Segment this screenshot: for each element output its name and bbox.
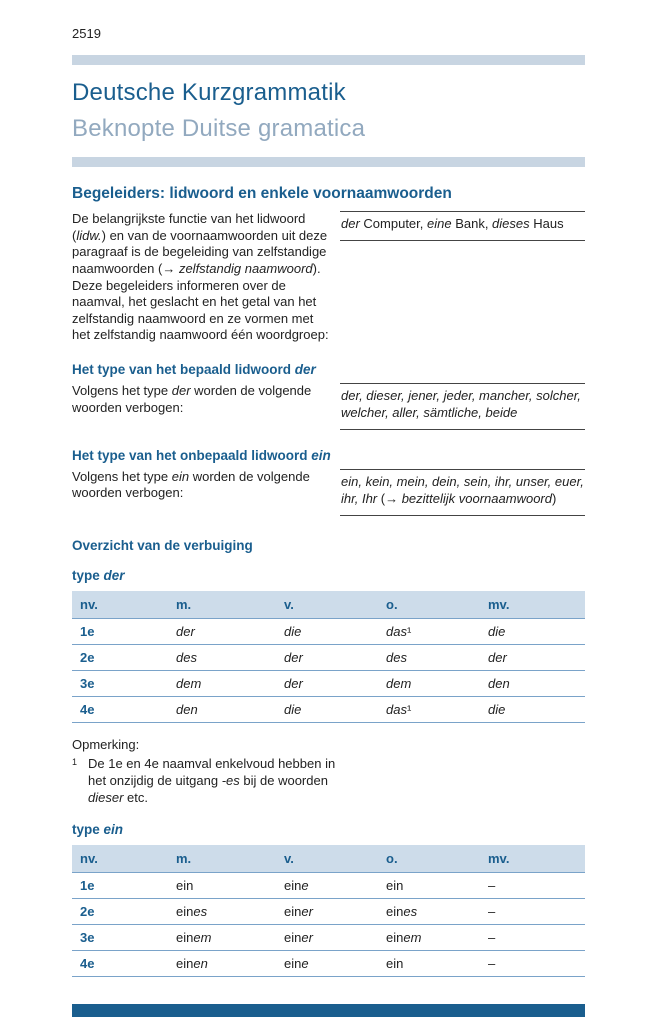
footnote-text: De 1e en 4e naamval enkelvoud hebben in het onzijdig de uitgang -es bij de woorden dieser etc. — [88, 756, 336, 806]
onbepaald-row — [72, 469, 585, 516]
case-label: 2e — [72, 644, 168, 670]
book-title: Deutsche Kurzgrammatik — [72, 79, 346, 106]
declension-cell: den — [480, 670, 585, 696]
declension-cell: ein — [378, 951, 480, 977]
table-header-row — [72, 845, 585, 873]
declension-cell: ein — [168, 873, 276, 899]
table-row — [72, 618, 585, 644]
footer-bar — [72, 1004, 585, 1017]
case-label: 3e — [72, 925, 168, 951]
bepaald-example-column — [340, 383, 585, 430]
book-subtitle: Beknopte Duitse gramatica — [72, 115, 366, 142]
declension-cell: der — [276, 644, 378, 670]
declension-cell: einer — [276, 925, 378, 951]
overview-heading: Overzicht van de verbuiging — [72, 537, 253, 553]
column-header: v. — [276, 845, 378, 873]
intro-row — [72, 211, 585, 344]
declension-cell: dem — [378, 670, 480, 696]
declension-cell: eines — [168, 899, 276, 925]
declension-cell: dem — [168, 670, 276, 696]
note-block — [72, 737, 347, 808]
declension-cell: eines — [378, 899, 480, 925]
case-label: 1e — [72, 618, 168, 644]
intro-paragraph: De belangrijkste functie van het lidwoord (lidw.) en van de voornaamwoorden uit deze paragraaf is de begeleiding van zelfstandige naamwoorden (→ zelfstandig naamwoord). Deze begeleiders informeren over de naamval, het geslacht en het getal van het zelfstandig naamwoord en ze vormen met het zelfstandig naamwoord één woordgroep: — [72, 211, 329, 343]
case-label: 1e — [72, 873, 168, 899]
column-header: nv. — [72, 591, 168, 619]
example-box-der-words: der, dieser, jener, jeder, mancher, solcher, welcher, aller, sämtliche, beide — [340, 383, 585, 430]
declension-cell: der — [276, 670, 378, 696]
declension-cell: – — [480, 899, 585, 925]
table-header-row — [72, 591, 585, 619]
declension-cell: die — [276, 696, 378, 722]
declension-cell: – — [480, 925, 585, 951]
column-header: m. — [168, 845, 276, 873]
column-header: mv. — [480, 591, 585, 619]
column-header: o. — [378, 845, 480, 873]
declension-cell: ein — [378, 873, 480, 899]
case-label: 3e — [72, 670, 168, 696]
declension-cell: die — [276, 618, 378, 644]
declension-cell: eine — [276, 873, 378, 899]
table-row — [72, 925, 585, 951]
intro-example-column — [340, 211, 585, 344]
declension-cell: der — [480, 644, 585, 670]
footnote — [72, 756, 347, 807]
footnote-marker: 1 — [72, 757, 78, 768]
declension-cell: die — [480, 696, 585, 722]
declension-cell: den — [168, 696, 276, 722]
onbepaald-paragraph: Volgens het type ein worden de volgende woorden verbogen: — [72, 468, 310, 501]
onbepaald-example-column — [340, 469, 585, 516]
column-header: m. — [168, 591, 276, 619]
declension-cell: einen — [168, 951, 276, 977]
declension-cell: – — [480, 873, 585, 899]
table-row — [72, 696, 585, 722]
declension-cell: des — [378, 644, 480, 670]
note-label: Opmerking: — [72, 736, 140, 752]
subheading-onbepaald-lidwoord: Het type van het onbepaald lidwoord ein — [72, 447, 331, 463]
declension-cell: des — [168, 644, 276, 670]
column-header: mv. — [480, 845, 585, 873]
section-heading: Begeleiders: lidwoord en enkele voornaamwoorden — [72, 185, 452, 202]
declension-table-der — [72, 591, 585, 723]
table-row — [72, 670, 585, 696]
declension-cell: der — [168, 618, 276, 644]
declension-cell: – — [480, 951, 585, 977]
decorative-bar-under-title — [72, 157, 585, 167]
declension-cell: das¹ — [378, 696, 480, 722]
page-number: 2519 — [72, 26, 101, 41]
example-box-ein-words: ein, kein, mein, dein, sein, ihr, unser, euer, ihr, Ihr (→ bezittelijk voornaamwoord) — [340, 469, 585, 516]
table-row — [72, 644, 585, 670]
column-header: v. — [276, 591, 378, 619]
case-label: 4e — [72, 696, 168, 722]
declension-cell: einer — [276, 899, 378, 925]
declension-cell: einem — [378, 925, 480, 951]
case-label: 4e — [72, 951, 168, 977]
example-box-articles: der Computer, eine Bank, dieses Haus — [340, 211, 585, 241]
table-row — [72, 951, 585, 977]
table-row — [72, 899, 585, 925]
table-caption-ein: type ein — [72, 822, 124, 838]
declension-cell: eine — [276, 951, 378, 977]
column-header: o. — [378, 591, 480, 619]
case-label: 2e — [72, 899, 168, 925]
column-header: nv. — [72, 845, 168, 873]
table-row — [72, 873, 585, 899]
decorative-bar-top — [72, 55, 585, 65]
declension-cell: das¹ — [378, 618, 480, 644]
declension-cell: einem — [168, 925, 276, 951]
table-caption-der: type der — [72, 567, 125, 583]
bepaald-paragraph: Volgens het type der worden de volgende woorden verbogen: — [72, 383, 312, 415]
declension-cell: die — [480, 618, 585, 644]
subheading-bepaald-lidwoord: Het type van het bepaald lidwoord der — [72, 362, 316, 377]
bepaald-row — [72, 383, 585, 430]
declension-table-ein — [72, 845, 585, 977]
